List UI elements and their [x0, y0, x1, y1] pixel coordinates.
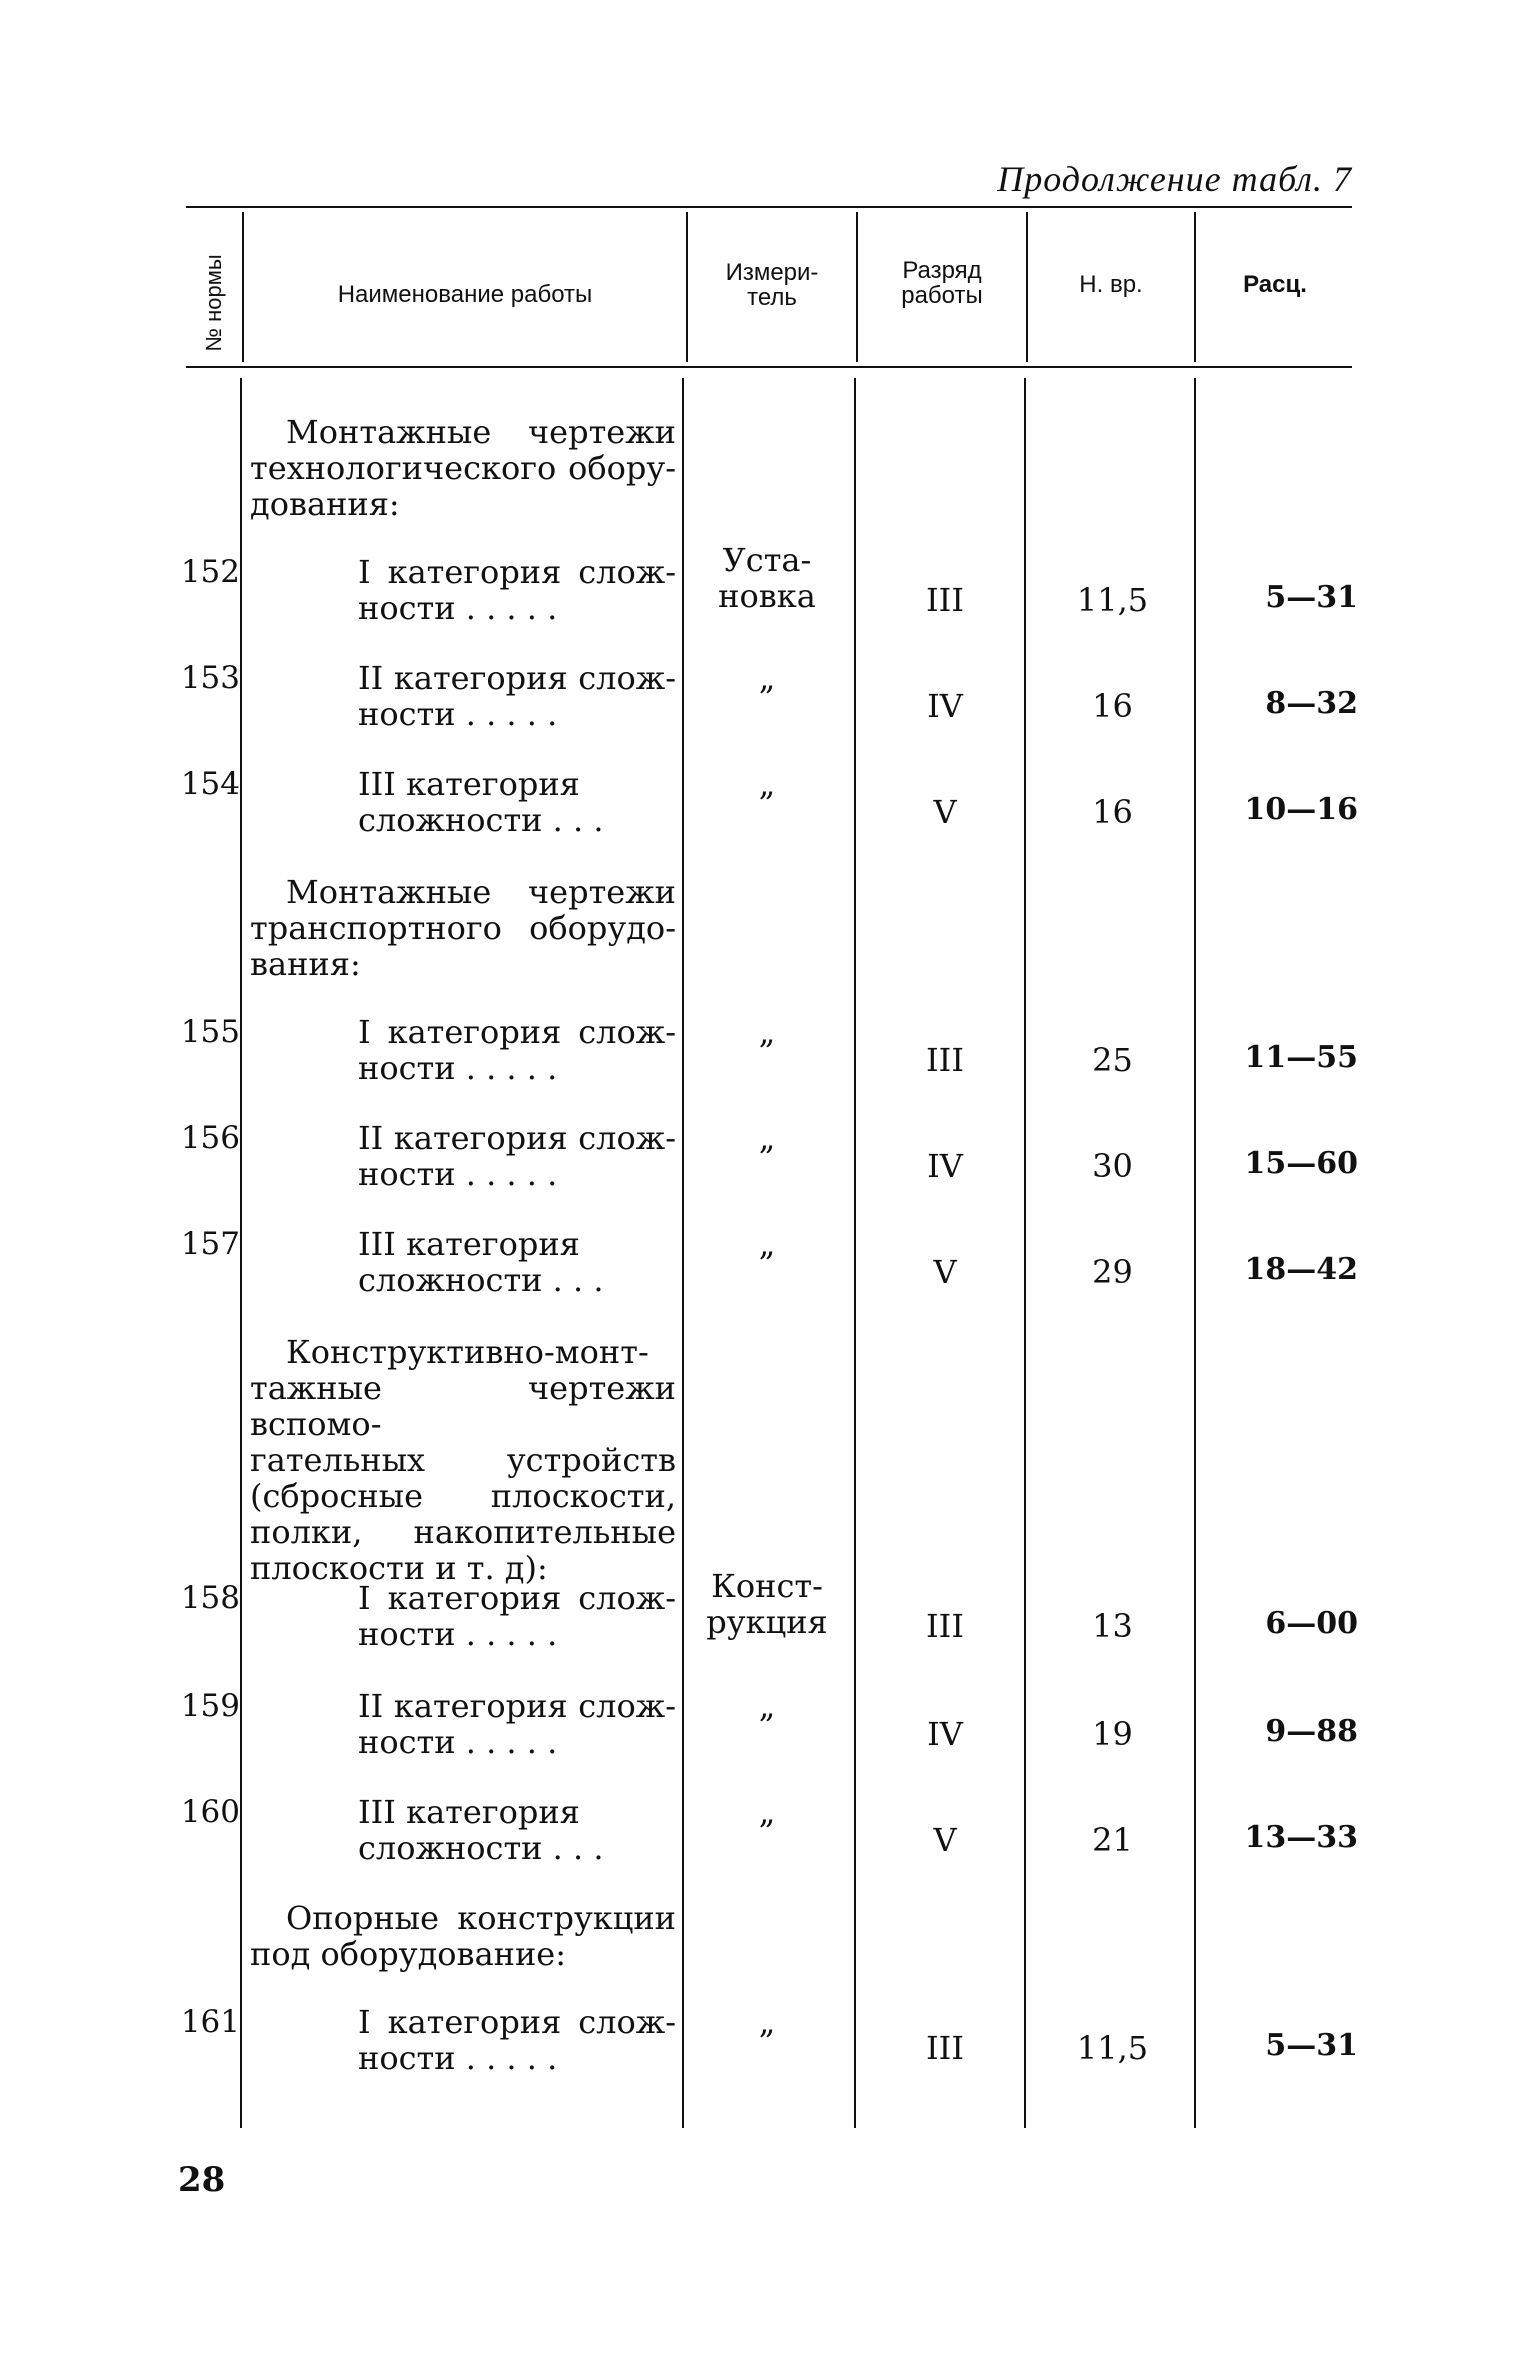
row-price: 18—42 [1244, 1252, 1358, 1287]
row-unit [692, 1014, 842, 1050]
row-time: 19 [1092, 1715, 1133, 1753]
row-num: 161 [180, 2004, 240, 2040]
header-num [184, 240, 244, 365]
section-line: гательных устройств [250, 1441, 676, 1479]
row-num: 155 [180, 1014, 240, 1050]
row-name-line: II категория слож- [358, 659, 676, 697]
row-name-line: I категория слож- [358, 2003, 676, 2041]
row-num: 153 [180, 660, 240, 696]
row-grade: IV [927, 687, 963, 725]
row-price: 5—31 [1265, 580, 1358, 615]
row-num: 152 [180, 554, 240, 590]
row-unit-line: „ [758, 1013, 776, 1051]
row-name [358, 660, 676, 732]
row-num: 154 [180, 766, 240, 802]
row-unit [692, 660, 842, 696]
row-name-line: сложности . . . [358, 1261, 604, 1299]
row-unit-line: „ [758, 659, 776, 697]
section-line: (сбросные плоскости, [250, 1477, 676, 1515]
row-name [358, 1688, 676, 1760]
row-name-line: ности . . . . . [358, 1155, 558, 1193]
body-col-sep-3 [854, 378, 856, 2128]
row-unit-line: „ [758, 2003, 776, 2041]
header-col-sep-2 [686, 212, 688, 362]
row-name [358, 554, 676, 626]
row-name [358, 1014, 676, 1086]
header-unit [690, 260, 854, 310]
row-time: 11,5 [1076, 2029, 1149, 2067]
row-unit-line: Конст- [711, 1567, 823, 1605]
row-name [358, 1226, 676, 1298]
section-line: технологического обору- [250, 449, 676, 487]
row-grade: V [933, 793, 957, 831]
section-heading [250, 1900, 676, 1972]
row-unit-line: рукция [706, 1603, 828, 1641]
row-name [358, 1794, 676, 1866]
row-time: 25 [1092, 1041, 1133, 1079]
row-name-line: I категория слож- [358, 1013, 676, 1051]
section-line: Конструктивно-монт- [286, 1333, 649, 1371]
row-time: 16 [1092, 687, 1133, 725]
row-num: 159 [180, 1688, 240, 1724]
body-col-sep-2 [682, 378, 684, 2128]
section-line: транспортного оборудо- [250, 909, 676, 947]
row-num: 156 [180, 1120, 240, 1156]
section-line: под оборудование: [250, 1935, 567, 1973]
header-price-label: Расц. [1243, 271, 1307, 298]
row-num: 158 [180, 1580, 240, 1616]
row-name-line: сложности . . . [358, 801, 604, 839]
body-col-sep-5 [1194, 378, 1196, 2128]
row-name-line: ности . . . . . [358, 695, 558, 733]
row-price: 11—55 [1244, 1040, 1358, 1075]
row-name-line: ности . . . . . [358, 1615, 558, 1653]
section-heading [250, 1334, 676, 1586]
row-name-line: I категория слож- [358, 1579, 676, 1617]
header-grade-l2: работы [901, 282, 983, 309]
header-col-sep-4 [1026, 212, 1028, 362]
row-unit [692, 542, 842, 614]
row-name-line: ности . . . . . [358, 589, 558, 627]
row-grade: V [933, 1253, 957, 1291]
row-grade: IV [927, 1147, 963, 1185]
row-name-line: ности . . . . . [358, 1049, 558, 1087]
row-name-line: I категория слож- [358, 553, 676, 591]
row-name-line: III категория [358, 1793, 580, 1831]
row-unit-line: „ [758, 765, 776, 803]
section-line: плоскости и т. д): [250, 1549, 548, 1587]
row-grade: V [933, 1821, 957, 1859]
row-time: 30 [1092, 1147, 1133, 1185]
page-number: 28 [178, 2160, 226, 2200]
row-unit [692, 1568, 842, 1640]
row-num: 157 [180, 1226, 240, 1262]
header-time-label: Н. вр. [1079, 271, 1143, 298]
header-time [1030, 272, 1192, 297]
row-name [358, 2004, 676, 2076]
section-line: полки, накопительные [250, 1513, 676, 1551]
header-grade-l1: Разряд [902, 257, 982, 284]
header-num-label: № нормы [201, 253, 226, 352]
row-name [358, 766, 676, 838]
row-time: 11,5 [1076, 581, 1149, 619]
row-unit-line: Уста- [722, 541, 812, 579]
row-price: 5—31 [1265, 2028, 1358, 2063]
header-col-sep-5 [1194, 212, 1196, 362]
header-name [250, 282, 680, 307]
section-heading [250, 414, 676, 522]
section-line: дования: [250, 485, 400, 523]
section-line: Опорные конструкции [286, 1899, 676, 1937]
row-name-line: III категория [358, 1225, 580, 1263]
body-col-sep-4 [1024, 378, 1026, 2128]
section-line: тажные чертежи вспомо- [250, 1369, 676, 1443]
row-price: 15—60 [1244, 1146, 1358, 1181]
row-unit-line: „ [758, 1119, 776, 1157]
row-price: 10—16 [1244, 792, 1358, 827]
row-name-line: II категория слож- [358, 1119, 676, 1157]
table-caption: Продолжение табл. 7 [997, 159, 1352, 199]
section-line: Монтажные чертежи [286, 413, 676, 451]
row-unit [692, 1120, 842, 1156]
header-name-label: Наименование работы [337, 281, 593, 308]
row-unit-line: „ [758, 1793, 776, 1831]
header-col-sep-3 [856, 212, 858, 362]
section-heading [250, 874, 676, 982]
row-grade: III [926, 1607, 964, 1645]
header-price [1198, 272, 1352, 297]
row-name-line: III категория [358, 765, 580, 803]
body-col-sep-1 [240, 378, 242, 2128]
row-time: 29 [1092, 1253, 1133, 1291]
header-grade [860, 258, 1024, 308]
row-grade: III [926, 2029, 964, 2067]
row-grade: IV [927, 1715, 963, 1753]
row-unit [692, 766, 842, 802]
row-price: 8—32 [1265, 686, 1358, 721]
row-price: 13—33 [1244, 1820, 1358, 1855]
row-grade: III [926, 581, 964, 619]
row-price: 6—00 [1265, 1606, 1358, 1641]
row-time: 21 [1092, 1821, 1133, 1859]
header-unit-l1: Измери- [725, 259, 819, 286]
header-unit-l2: тель [747, 284, 797, 311]
row-grade: III [926, 1041, 964, 1079]
row-unit [692, 1794, 842, 1830]
row-name-line: сложности . . . [358, 1829, 604, 1867]
row-price: 9—88 [1265, 1714, 1358, 1749]
table-top-rule [186, 206, 1352, 208]
row-unit [692, 1688, 842, 1724]
row-unit-line: новка [718, 577, 816, 615]
row-time: 13 [1092, 1607, 1133, 1645]
row-num: 160 [180, 1794, 240, 1830]
row-unit-line: „ [758, 1687, 776, 1725]
row-name-line: ности . . . . . [358, 1723, 558, 1761]
row-name-line: ности . . . . . [358, 2039, 558, 2077]
row-name [358, 1580, 676, 1652]
row-unit [692, 2004, 842, 2040]
row-name [358, 1120, 676, 1192]
table-header-rule [186, 366, 1352, 368]
row-unit-line: „ [758, 1225, 776, 1263]
section-line: Монтажные чертежи [286, 873, 676, 911]
row-unit [692, 1226, 842, 1262]
row-time: 16 [1092, 793, 1133, 831]
section-line: вания: [250, 945, 361, 983]
row-name-line: II категория слож- [358, 1687, 676, 1725]
